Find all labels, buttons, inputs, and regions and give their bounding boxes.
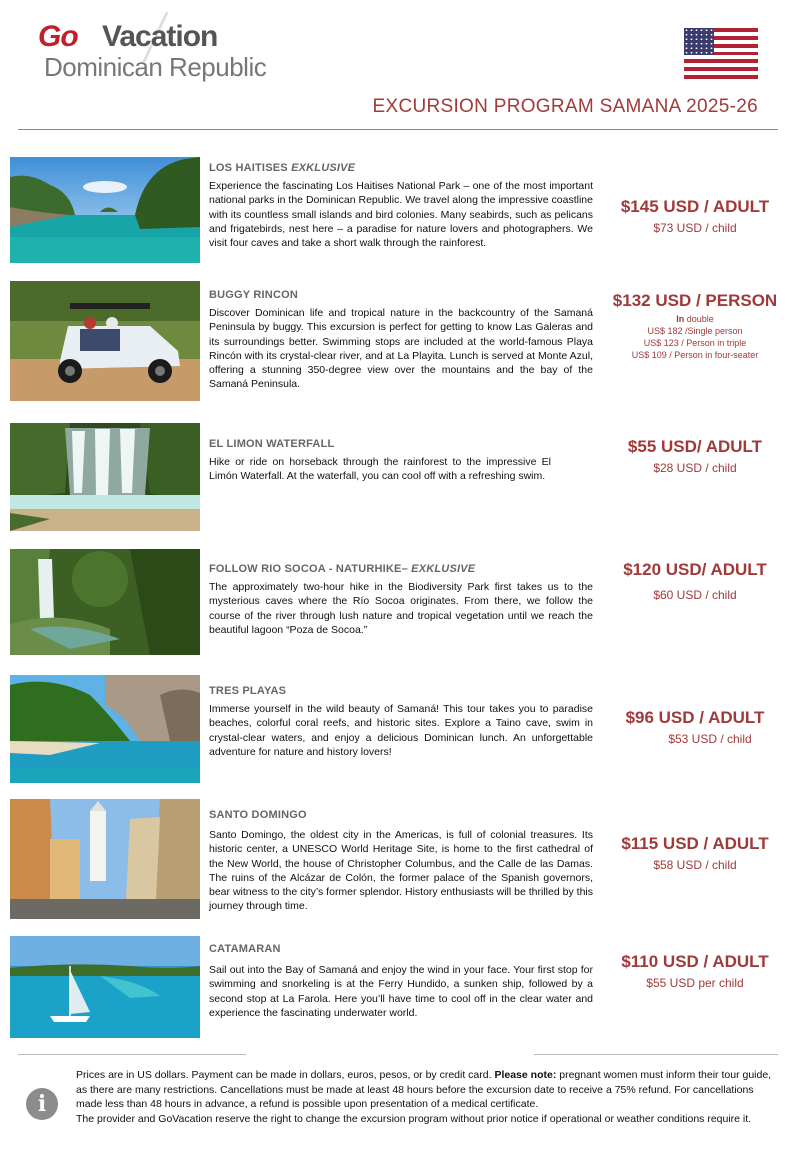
us-flag-icon — [684, 28, 758, 79]
single-person-price: US$ 182 /Single person — [647, 326, 743, 336]
triple-price: US$ 123 / Person in triple — [643, 338, 747, 348]
tour-title: CATAMARAN — [209, 943, 281, 955]
tour-price — [610, 437, 780, 475]
child-price: $58 USD / child — [653, 858, 737, 872]
tour-title: SANTO DOMINGO — [209, 809, 307, 821]
tour-los-haitises — [10, 157, 790, 267]
child-price: $73 USD / child — [653, 221, 737, 235]
los-haitises-photo — [10, 157, 200, 263]
tour-price — [610, 560, 780, 602]
footer-divider-left — [18, 1054, 246, 1055]
four-seater-price: US$ 109 / Person in four-seater — [631, 350, 759, 360]
header-divider — [18, 129, 778, 130]
govacation-logo — [36, 16, 296, 86]
buggy-photo — [10, 281, 200, 401]
tour-rio-socoa — [10, 549, 790, 657]
tour-title: TRES PLAYAS — [209, 685, 287, 697]
tour-tres-playas — [10, 675, 790, 785]
page-title: EXCURSION PROGRAM SAMANA 2025-26 — [372, 96, 758, 117]
tour-price — [610, 291, 780, 361]
waterfall-photo — [10, 423, 200, 531]
footer-notes: Prices are in US dollars. Payment can be made in dollars, euros, pesos, or by credit card. Please note: pregnant women must inform their tour guide, as there are many restrictions. Cancellations must be made at least 48 hours before the excursion date to receive a 75% refund. For cancellations made less than 48 hours in advance, a refund is possible upon presentation of a medical certificate. The provider and GoVacation reserve the right to change the excursion program without prior notice if operational or weather conditions require it. — [76, 1069, 772, 1125]
footer-divider-right — [534, 1054, 778, 1055]
in-double-note: In double — [676, 314, 714, 324]
info-icon: i — [26, 1088, 58, 1120]
tour-price — [610, 197, 780, 235]
adult-price: $145 USD / ADULT — [620, 197, 770, 216]
tour-title: BUGGY RINCON — [209, 289, 298, 301]
rio-socoa-photo — [10, 549, 200, 655]
tour-price — [610, 952, 780, 990]
tour-description: Hike or ride on horseback through the rainforest to the impressive El Limón Waterfall. At the waterfall, you can cool off with a refreshing swim. — [209, 456, 551, 483]
person-price: $132 USD / PERSON — [612, 291, 778, 310]
tour-price — [610, 834, 780, 872]
logo-region: Dominican Republic — [44, 52, 267, 82]
adult-price: $96 USD / ADULT — [625, 708, 765, 727]
tour-price — [610, 708, 780, 746]
tres-playas-photo — [10, 675, 200, 783]
child-price: $60 USD / child — [653, 588, 737, 602]
tour-description: Discover Dominican life and tropical nature in the backcountry of the Samaná Peninsula by buggy. This excursion is perfect for getting to know Las Galeras and its surroundings better. Swimming stops are included at the world-famous Playa Rincón with its crystal-clear river, and at La Playita. Lunch is served at Monte Azul, offering a stunning 350-degree view over the mountains and the bay of the Samaná Peninsula. — [209, 307, 593, 391]
tour-santo-domingo — [10, 799, 790, 921]
santo-domingo-photo — [10, 799, 200, 919]
tour-description: Santo Domingo, the oldest city in the Americas, is full of colonial treasures. Its historic center, a UNESCO World Heritage Site, is home to the first cathedral of the New World, the house of Christopher Columbus, and the Calle de las Damas. The ruins of the Alcázar de Colón, the former palace of the Spanish governors, bear witness to the city’s former splendor. History enthusiasts will be thrilled by this journey through time. — [209, 829, 593, 913]
adult-price: $110 USD / ADULT — [621, 952, 769, 971]
tour-title: EL LIMON WATERFALL — [209, 438, 335, 450]
tour-description: The approximately two-hour hike in the Biodiversity Park first takes us to the mysterious caves where the Río Socoa originates. From there, we follow the course of the river through lush nature and tropical vegetation until we reach the beautiful lagoon “Poza de Socoa.” — [209, 581, 593, 636]
child-price: $53 USD / child — [668, 732, 752, 746]
tour-title: LOS HAITISES EXKLUSIVE — [209, 162, 356, 174]
tour-description: Sail out into the Bay of Samaná and enjoy the wind in your face. Your first stop for swimming and snorkeling is at the Ferry Hundido, a sunken ship, followed by a second stop at La Farola. Here you’ll have time to cool off in the clear water and experience the fascinating underwater world. — [209, 964, 593, 1019]
catamaran-photo — [10, 936, 200, 1038]
tour-description: Experience the fascinating Los Haitises National Park – one of the most important national parks in the Dominican Republic. We travel along the impressive coastline with its countless small islands and bird colonies. Many seabirds, such as pelicans and frigatebirds, nest here – a paradise for nature lovers and photographers. We visit four caves and take a short walk through the rainforest. — [209, 180, 593, 250]
logo-vacation: Vacation — [102, 20, 218, 53]
tour-buggy-rincon — [10, 281, 790, 403]
child-price: $55 USD per child — [646, 976, 744, 990]
adult-price: $115 USD / ADULT — [621, 834, 769, 853]
adult-price: $55 USD/ ADULT — [627, 437, 763, 456]
logo-go: Go — [38, 20, 78, 53]
tour-description: Immerse yourself in the wild beauty of Samaná! This tour takes you to paradise beaches, colorful coral reefs, and historic sites. Explore a Taino cave, swim in crystal-clear waters, and enjoy a delicious Dominican lunch. An unforgettable adventure for nature and history lovers! — [209, 703, 593, 758]
tour-el-limon — [10, 423, 790, 533]
child-price: $28 USD / child — [653, 461, 737, 475]
adult-price: $120 USD/ ADULT — [623, 560, 767, 579]
tour-catamaran — [10, 936, 790, 1040]
tour-title: FOLLOW RIO SOCOA - NATURHIKE– EXKLUSIVE — [209, 563, 476, 575]
